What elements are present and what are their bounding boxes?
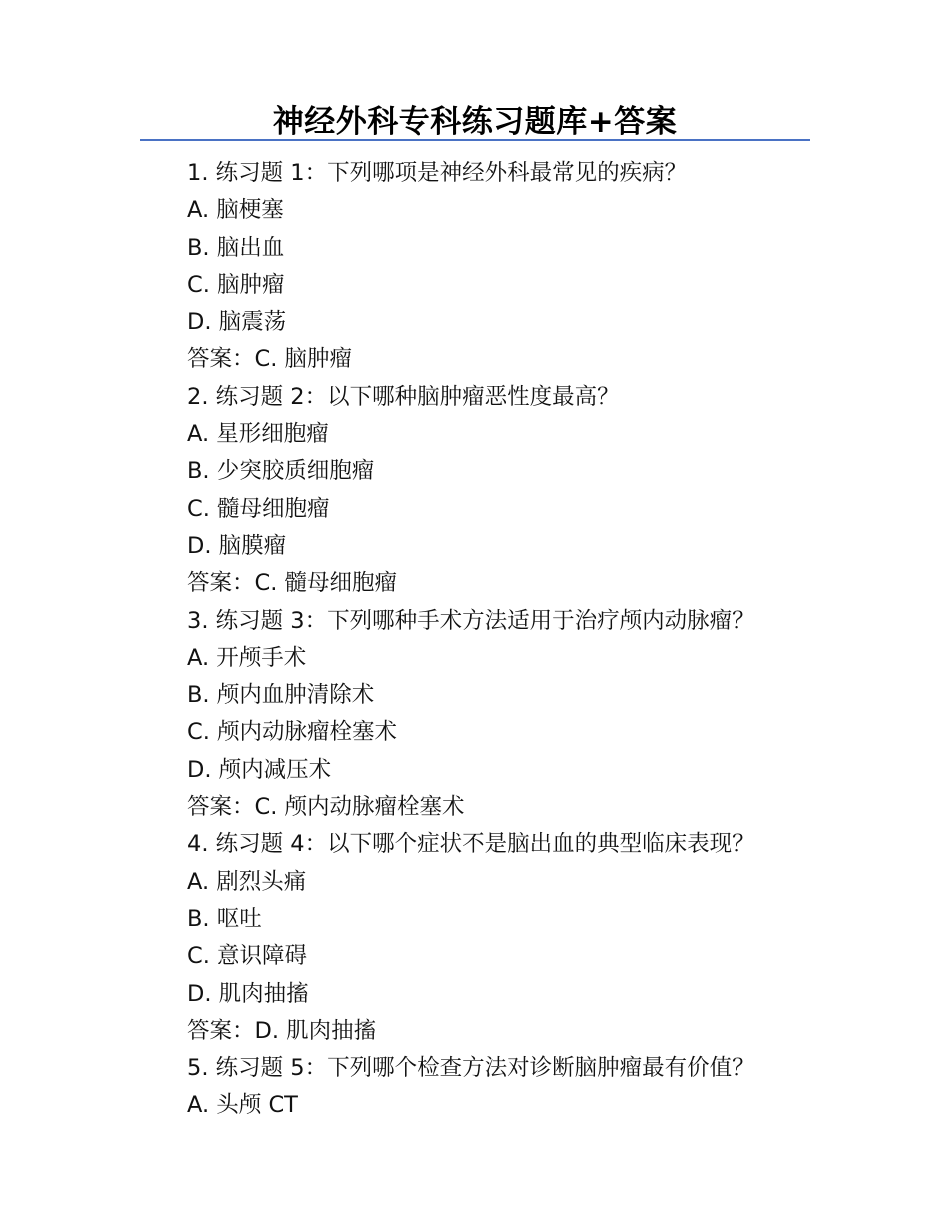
question-2-option-c: C. 髓母细胞瘤 — [187, 495, 330, 522]
question-4-option-b: B. 呕吐 — [187, 905, 262, 932]
question-4-text: 4. 练习题 4：以下哪个症状不是脑出血的典型临床表现？ — [187, 831, 755, 858]
question-list — [187, 155, 827, 1125]
title-underline — [140, 139, 810, 141]
question-4-option-d: D. 肌肉抽搐 — [187, 980, 309, 1007]
question-2-answer: 答案：C. 髓母细胞瘤 — [187, 570, 398, 597]
question-1-answer: 答案：C. 脑肿瘤 — [187, 346, 353, 373]
document-title: 神经外科专科练习题库+答案 — [272, 104, 678, 140]
question-4-option-a: A. 剧烈头痛 — [187, 868, 307, 895]
question-3-text: 3. 练习题 3：下列哪种手术方法适用于治疗颅内动脉瘤？ — [187, 607, 755, 634]
question-4-answer: 答案：D. 肌肉抽搐 — [187, 1017, 377, 1044]
question-1-option-d: D. 脑震荡 — [187, 309, 287, 336]
question-2-text: 2. 练习题 2：以下哪种脑肿瘤恶性度最高？ — [187, 383, 620, 410]
question-3-answer: 答案：C. 颅内动脉瘤栓塞术 — [187, 794, 465, 821]
question-4-option-c: C. 意识障碍 — [187, 943, 308, 970]
question-3-option-d: D. 颅内减压术 — [187, 756, 332, 783]
question-1-option-b: B. 脑出血 — [187, 234, 285, 261]
question-3-option-c: C. 颅内动脉瘤栓塞术 — [187, 719, 398, 746]
question-5-option-a: A. 头颅 CT — [187, 1092, 298, 1119]
question-1-text: 1. 练习题 1：下列哪项是神经外科最常见的疾病？ — [187, 160, 688, 186]
question-2-option-a: A. 星形细胞瘤 — [187, 421, 329, 448]
question-5-text: 5. 练习题 5：下列哪个检查方法对诊断脑肿瘤最有价值？ — [187, 1055, 755, 1082]
question-1-option-c: C. 脑肿瘤 — [187, 271, 285, 298]
question-2-option-b: B. 少突胶质细胞瘤 — [187, 458, 375, 485]
question-3-option-b: B. 颅内血肿清除术 — [187, 682, 375, 709]
question-2-option-d: D. 脑膜瘤 — [187, 532, 287, 559]
question-3-option-a: A. 开颅手术 — [187, 644, 307, 671]
question-1-option-a: A. 脑梗塞 — [187, 197, 284, 224]
